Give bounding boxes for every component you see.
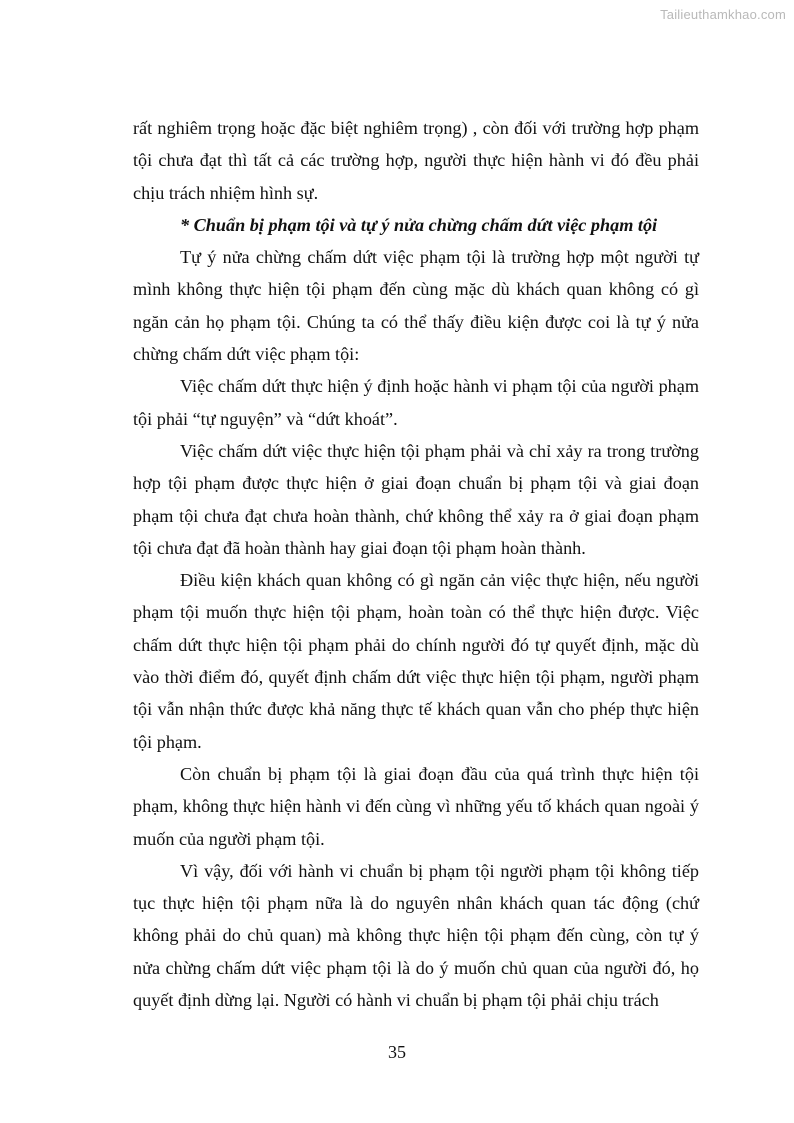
paragraph-continuation: rất nghiêm trọng hoặc đặc biệt nghiêm trọng) , còn đối với trường hợp phạm tội chưa đạt thì tất cả các trường hợp, người thực hiện hành vi đó đều phải chịu trách nhiệm hình sự. <box>133 118 699 203</box>
paragraph-preparation: Còn chuẩn bị phạm tội là giai đoạn đầu của quá trình thực hiện tội phạm, không thực hiện hành vi đến cùng vì những yếu tố khách quan ngoài ý muốn của người phạm tội. <box>133 763 699 849</box>
section-heading: * Chuẩn bị phạm tội và tự ý nửa chừng chấm dứt việc phạm tội <box>180 214 658 235</box>
document-body <box>133 112 699 1016</box>
paragraph-condition-voluntary: Việc chấm dứt thực hiện ý định hoặc hành vi phạm tội của người phạm tội phải “tự nguyện” và “dứt khoát”. <box>133 376 699 429</box>
paragraph-condition-objective: Điều kiện khách quan không có gì ngăn cản việc thực hiện, nếu người phạm tội muốn thực hiện tội phạm, hoàn toàn có thể thực hiện được. Việc chấm dứt thực hiện tội phạm phải do chính người đó tự quyết định, mặc dù vào thời điểm đó, quyết định chấm dứt việc thực hiện tội phạm, người phạm tội vẫn nhận thức được khả năng thực tế khách quan vẫn cho phép thực hiện tội phạm. <box>133 570 699 752</box>
paragraph-comparison: Vì vậy, đối với hành vi chuẩn bị phạm tội người phạm tội không tiếp tục thực hiện tội phạm nữa là do nguyên nhân khách quan tác động (chứ không phải do chủ quan) mà không thực hiện tội phạm đến cùng, còn tự ý nửa chừng chấm dứt việc phạm tội là do ý muốn chủ quan của người đó, họ quyết định dừng lại. Người có hành vi chuẩn bị phạm tội phải chịu trách <box>133 860 699 1011</box>
watermark-text: Tailieuthamkhao.com <box>660 7 786 22</box>
paragraph-definition: Tự ý nửa chừng chấm dứt việc phạm tội là trường hợp một người tự mình không thực hiện tội phạm đến cùng mặc dù khách quan không có gì ngăn cản họ phạm tội. Chúng ta có thể thấy điều kiện được coi là tự ý nửa chừng chấm dứt việc phạm tội: <box>133 247 699 365</box>
page-number: 35 <box>388 1042 406 1062</box>
paragraph-condition-stage: Việc chấm dứt việc thực hiện tội phạm phải và chỉ xảy ra trong trường hợp tội phạm được thực hiện ở giai đoạn chuẩn bị phạm tội và giai đoạn phạm tội chưa đạt chưa hoàn thành, chứ không thể xảy ra ở giai đoạn phạm tội chưa đạt đã hoàn thành hay giai đoạn tội phạm hoàn thành. <box>133 440 699 558</box>
